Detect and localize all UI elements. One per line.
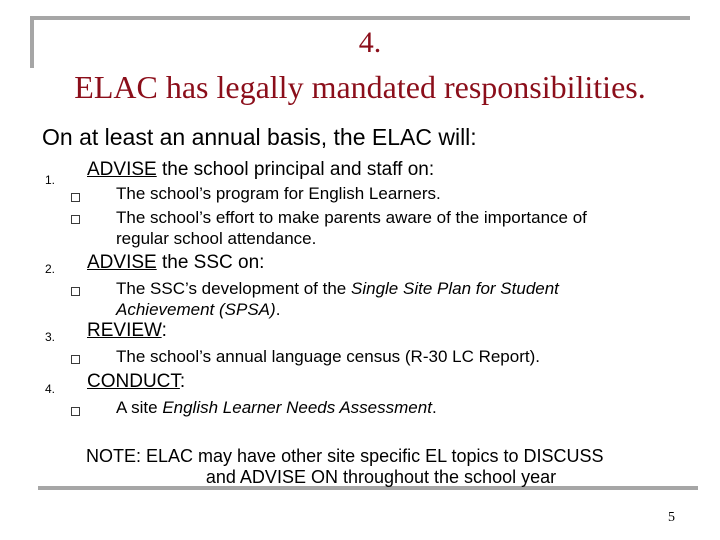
item-rest-4: : — [179, 371, 186, 392]
item-heading-1 — [87, 159, 434, 181]
hollow-square-icon — [71, 407, 80, 416]
bullet-4-1-period: . — [431, 398, 437, 417]
item-number-3: 3. — [45, 330, 56, 344]
bullet-4-1-text: A site — [116, 398, 163, 417]
item-keyword-2: ADVISE — [87, 252, 157, 273]
item-heading-4 — [87, 371, 185, 393]
bullet-3-1: The school’s annual language census (R-30 LC Report). — [116, 347, 540, 366]
intro-text: On at least an annual basis, the ELAC will: — [42, 124, 477, 150]
bullet-1-2-line2: regular school attendance. — [116, 229, 317, 248]
bullet-2-1-italic: Single Site Plan for Student — [351, 279, 559, 298]
slide-title: ELAC has legally mandated responsibilities. — [74, 69, 646, 105]
note-line-2: and ADVISE ON throughout the school year — [205, 467, 557, 487]
item-rest-2: the SSC on: — [156, 252, 265, 273]
bullet-2-1-text: The SSC’s development of the — [116, 279, 351, 298]
bullet-4-1 — [116, 398, 437, 418]
item-keyword-3: REVIEW — [87, 320, 162, 341]
hollow-square-icon — [71, 215, 80, 224]
item-keyword-1: ADVISE — [87, 159, 157, 180]
bullet-2-1-line2 — [116, 300, 280, 320]
bullet-2-1-italic-cont: Achievement (SPSA) — [116, 300, 276, 319]
hollow-square-icon — [71, 193, 80, 202]
item-rest-3: : — [161, 320, 167, 341]
bullet-4-1-italic: English Learner Needs Assessment — [162, 398, 432, 417]
page-number: 5 — [668, 510, 675, 525]
slide-number-heading: 4. — [358, 26, 382, 59]
note-text — [86, 446, 676, 488]
hollow-square-icon — [71, 287, 80, 296]
item-keyword-4: CONDUCT — [87, 371, 180, 392]
bullet-2-1-period: . — [275, 300, 281, 319]
item-number-4: 4. — [45, 382, 56, 396]
hollow-square-icon — [71, 355, 80, 364]
item-heading-2 — [87, 252, 264, 274]
item-number-2: 2. — [45, 262, 56, 276]
note-line-1: NOTE: ELAC may have other site specific EL topics to DISCUSS — [86, 446, 604, 466]
top-rule — [30, 16, 690, 20]
bullet-2-1-line1 — [116, 279, 559, 299]
item-rest-1: the school principal and staff on: — [156, 159, 435, 180]
item-number-1: 1. — [45, 173, 56, 187]
bullet-1-1: The school’s program for English Learners. — [116, 184, 441, 203]
bullet-1-2-line1: The school’s effort to make parents aware of the importance of — [116, 208, 587, 227]
item-heading-3 — [87, 320, 167, 342]
